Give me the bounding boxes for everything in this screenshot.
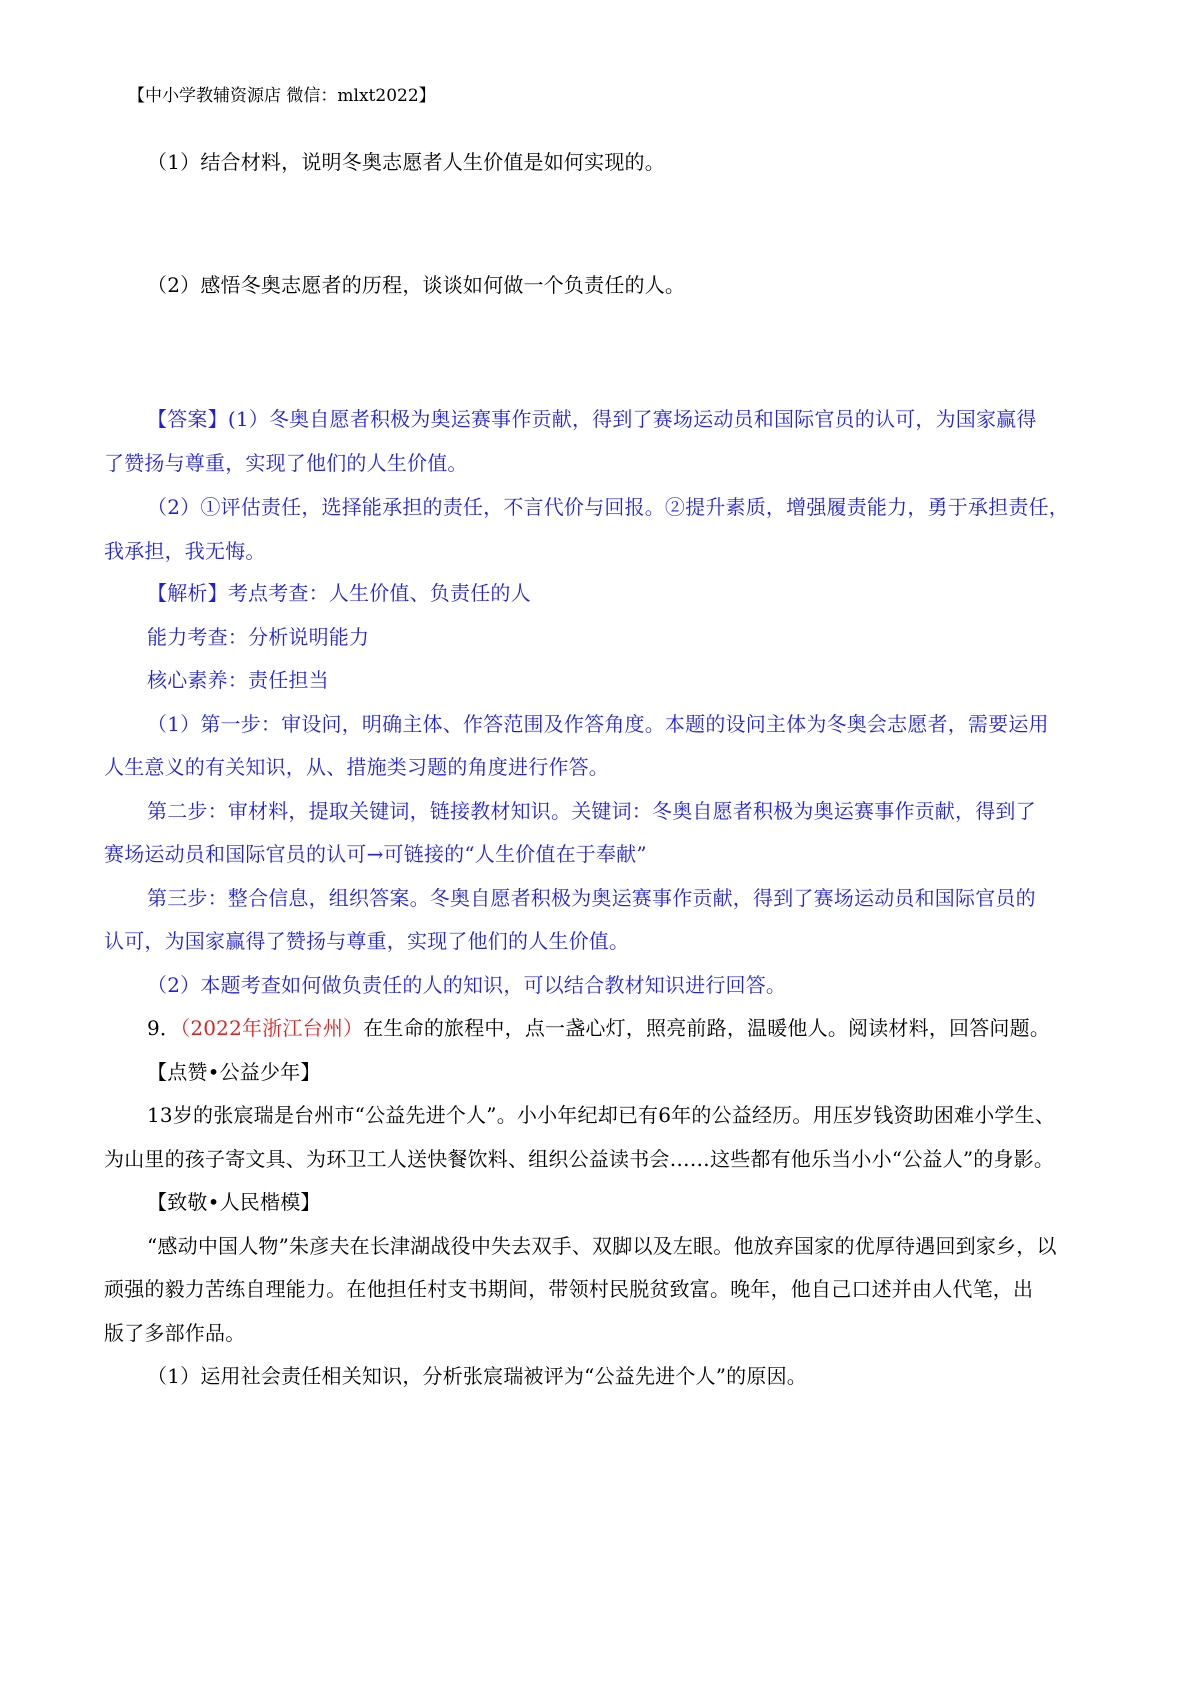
q9-section-2-line-2: 顽强的毅力苦练自理能力。在他担任村支书期间，带领村民脱贫致富。晚年，他自己口述并由人代笔，出 [104, 1277, 1034, 1301]
q9-sub-question-1: （1）运用社会责任相关知识，分析张宸瑞被评为“公益先进个人”的原因。 [147, 1364, 807, 1388]
analysis-step2-line-2: 赛场运动员和国际官员的认可→可链接的“人生价值在于奉献” [104, 842, 647, 866]
analysis-step1-line-2: 人生意义的有关知识，从、措施类习题的角度进行作答。 [104, 755, 609, 779]
analysis-step1-line-1: （1）第一步：审设问，明确主体、作答范围及作答角度。本题的设问主体为冬奥会志愿者，需要运用 [147, 712, 1049, 736]
analysis-points: 考点考查：人生价值、负责任的人 [227, 581, 531, 605]
q9-stem: 在生命的旅程中，点一盏心灯，照亮前路，温暖他人。阅读材料，回答问题。 [363, 1016, 1051, 1040]
analysis-step2-line-1: 第二步：审材料，提取关键词，链接教材知识。关键词：冬奥自愿者积极为奥运赛事作贡献，得到了 [147, 799, 1036, 823]
analysis-part-2: （2）本题考查如何做负责任的人的知识，可以结合教材知识进行回答。 [147, 973, 787, 997]
q9-section-2-line-1: “感动中国人物”朱彦夫在长津湖战役中失去双手、双脚以及左眼。他放弃国家的优厚待遇回到家乡，以 [147, 1234, 1057, 1258]
q9-source: （2022年浙江台州） [180, 1016, 364, 1040]
answer-text-1: (1）冬奥自愿者积极为奥运赛事作贡献，得到了赛场运动员和国际官员的认可，为国家赢得 [227, 407, 1037, 431]
q9-stem-line [147, 1014, 1050, 1042]
analysis-ability: 能力考查：分析说明能力 [147, 625, 370, 649]
answer-line-1 [147, 405, 1037, 433]
q9-section-1-line-1: 13岁的张宸瑞是台州市“公益先进个人”。小小年纪却已有6年的公益经历。用压岁钱资助困难小学生、 [147, 1103, 1056, 1127]
analysis-label: 【解析】 [147, 581, 228, 605]
q9-section-1-title: 【点赞•公益少年】 [147, 1060, 321, 1084]
q9-number: 9． [147, 1016, 181, 1040]
q8-sub-question-2: （2）感悟冬奥志愿者的历程，谈谈如何做一个负责任的人。 [147, 273, 686, 297]
analysis-step3-line-1: 第三步：整合信息，组织答案。冬奥自愿者积极为奥运赛事作贡献，得到了赛场运动员和国际官员的 [147, 886, 1036, 910]
answer-label: 【答案】 [147, 407, 228, 431]
q9-section-2-title: 【致敬•人民楷模】 [147, 1190, 321, 1214]
analysis-line-1 [147, 579, 531, 607]
q8-sub-question-1: （1）结合材料，说明冬奥志愿者人生价值是如何实现的。 [147, 150, 665, 174]
analysis-literacy: 核心素养：责任担当 [147, 668, 329, 692]
answer-line-3: （2）①评估责任，选择能承担的责任，不言代价与回报。②提升素质，增强履责能力，勇于承担责任， [147, 495, 1069, 519]
q9-section-2-line-3: 版了多部作品。 [104, 1321, 246, 1345]
header-watermark: 【中小学教辅资源店 微信：mlxt2022】 [128, 86, 436, 106]
answer-line-2: 了赞扬与尊重，实现了他们的人生价值。 [104, 451, 468, 475]
answer-line-4: 我承担，我无悔。 [104, 539, 266, 563]
q9-section-1-line-2: 为山里的孩子寄文具、为环卫工人送快餐饮料、组织公益读书会……这些都有他乐当小小“公益人”的身影。 [104, 1147, 1055, 1171]
analysis-step3-line-2: 认可，为国家赢得了赞扬与尊重，实现了他们的人生价值。 [104, 929, 630, 953]
